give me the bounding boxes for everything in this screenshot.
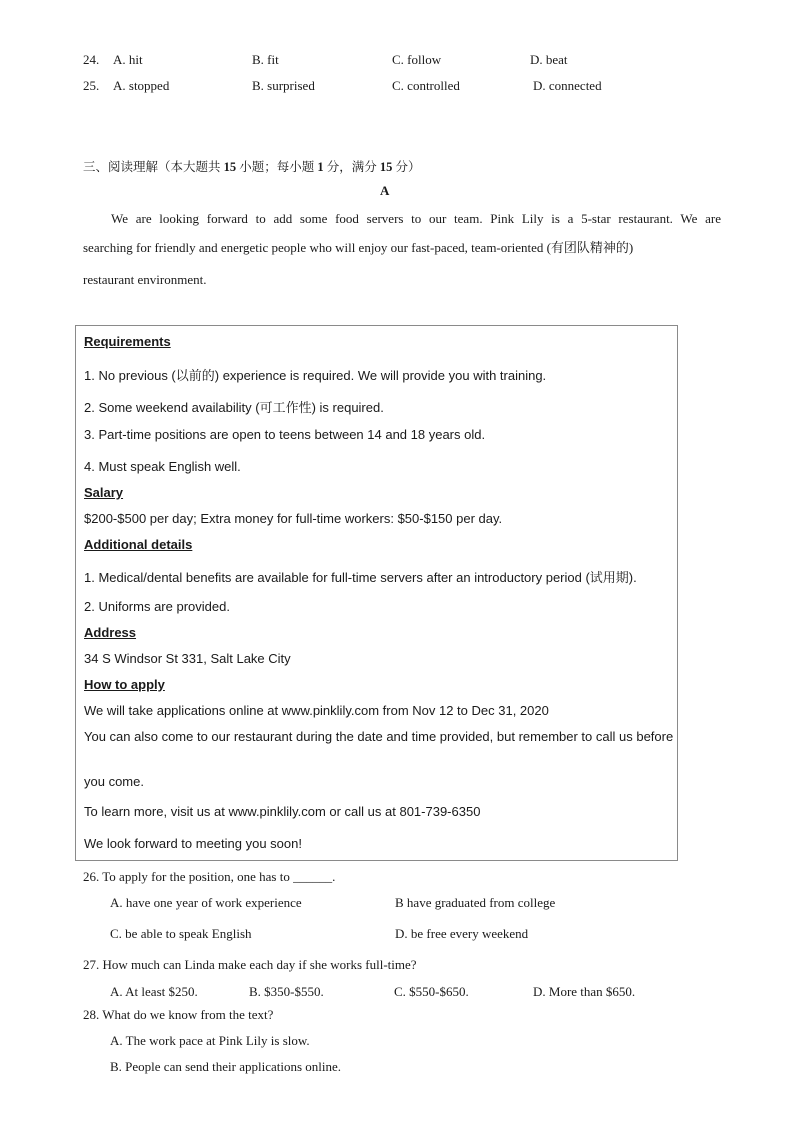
requirement-4: 4. Must speak English well. xyxy=(84,459,241,474)
heading-text-mid1: 小题；每小题 xyxy=(236,160,318,174)
q24-option-c: C. follow xyxy=(392,52,442,67)
q25-number: 25. xyxy=(83,78,100,93)
heading-points-total: 15 xyxy=(379,160,393,174)
apply-title: How to apply xyxy=(84,677,165,692)
heading-text-pre: 三、阅读理解（本大题共 xyxy=(83,160,224,174)
q25-option-c: C. controlled xyxy=(392,78,460,93)
q24-option-d: D. beat xyxy=(530,52,568,67)
q26-stem: 26. To apply for the position, one has to ______. xyxy=(83,869,336,884)
requirement-3: 3. Part-time positions are open to teens between 14 and 18 years old. xyxy=(84,427,486,442)
intro-line-1: We are looking forward to add some food servers to our team. Pink Lily is a 5-star restaurant. We are xyxy=(111,211,721,226)
q27-stem: 27. How much can Linda make each day if she works full-time? xyxy=(83,957,417,972)
q27-option-d: D. More than $650. xyxy=(533,984,636,999)
apply-online-text: We will take applications online at www.pinklily.com from Nov 12 to Dec 31, 2020 xyxy=(84,703,549,718)
q28-option-b: B. People can send their applications online. xyxy=(110,1059,342,1074)
heading-text-mid2: 分，满分 xyxy=(323,160,380,174)
requirement-1: 1. No previous (以前的) experience is required. We will provide you with training. xyxy=(84,368,547,383)
intro-line-3: restaurant environment. xyxy=(83,272,207,287)
q27-option-b: B. $350-$550. xyxy=(249,984,324,999)
apply-in-person-text: You can also come to our restaurant during the date and time provided, but remember to call us before xyxy=(84,729,674,744)
q27-option-c: C. $550-$650. xyxy=(394,984,469,999)
q28-option-a: A. The work pace at Pink Lily is slow. xyxy=(110,1033,310,1048)
q26-option-d: D. be free every weekend xyxy=(395,926,529,941)
learn-more-text: To learn more, visit us at www.pinklily.com or call us at 801-739-6350 xyxy=(84,804,481,819)
heading-count: 15 xyxy=(223,160,237,174)
q27-option-a: A. At least $250. xyxy=(110,984,198,999)
salary-title: Salary xyxy=(84,485,124,500)
address-text: 34 S Windsor St 331, Salt Lake City xyxy=(84,651,291,666)
q24-option-b: B. fit xyxy=(252,52,279,67)
q28-stem: 28. What do we know from the text? xyxy=(83,1007,274,1022)
q25-option-b: B. surprised xyxy=(252,78,315,93)
requirements-title: Requirements xyxy=(84,334,171,349)
q25-option-d: D. connected xyxy=(533,78,602,93)
heading-text-post: 分） xyxy=(392,160,421,174)
section-heading xyxy=(83,157,421,175)
q24-number: 24. xyxy=(83,52,100,67)
closing-text: We look forward to meeting you soon! xyxy=(84,836,302,851)
passage-label: A xyxy=(380,183,390,198)
job-ad-box xyxy=(75,325,678,861)
q26-option-b: B have graduated from college xyxy=(395,895,556,910)
apply-in-person-cont: you come. xyxy=(84,774,144,789)
salary-text: $200-$500 per day; Extra money for full-time workers: $50-$150 per day. xyxy=(84,511,503,526)
q26-option-c: C. be able to speak English xyxy=(110,926,252,941)
intro-line-2: searching for friendly and energetic people who will enjoy our fast-paced, team-oriented (有团队精神的) xyxy=(83,240,634,255)
address-title: Address xyxy=(84,625,137,640)
requirement-2: 2. Some weekend availability (可工作性) is required. xyxy=(84,400,384,415)
detail-1: 1. Medical/dental benefits are available for full-time servers after an introductory period (试用期). xyxy=(84,570,637,585)
heading-points-each: 1 xyxy=(317,160,324,174)
q24-option-a: A. hit xyxy=(113,52,143,67)
detail-2: 2. Uniforms are provided. xyxy=(84,599,230,614)
q26-option-a: A. have one year of work experience xyxy=(110,895,302,910)
q25-option-a: A. stopped xyxy=(113,78,170,93)
details-title: Additional details xyxy=(84,537,193,552)
